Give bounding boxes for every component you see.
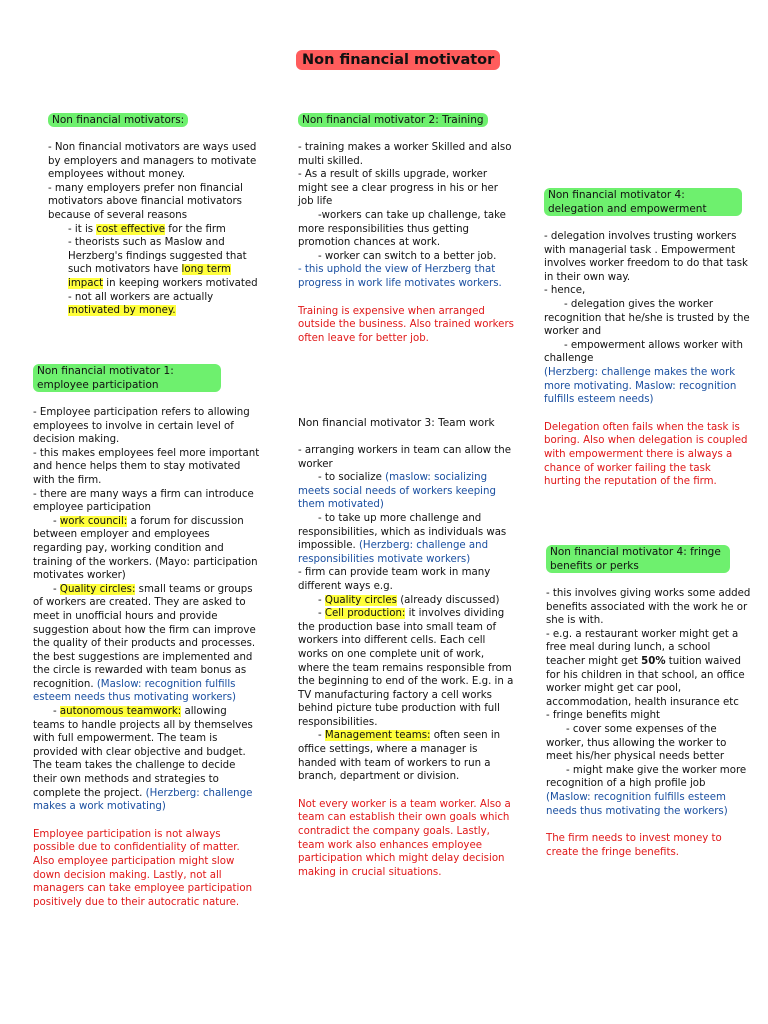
paragraph: - many employers prefer non financial motivators above financial motivators because of several reasons [48, 182, 243, 221]
autonomous-teamwork: - autonomous teamwork: allowing teams to handle projects all by themselves with full empowerment. The team is provided with clear objective and budget. The team takes the challenge to decide their own methods and strategies to complete the project. (Herzberg: challenge makes a work motivating) [33, 706, 253, 813]
section-heading: Non financial motivator 4: delegation and empowerment [544, 188, 742, 216]
quality-circles: - Quality circles: small teams or groups of workers are created. They are asked to meet in unofficial hours and provide suggestion about how the firm can improve the quality of their products and processes. the best suggestions are implemented and the circle is rewarded with team bonus as recognition. (Maslow: recognition fulfills esteem needs thus motivating workers) [33, 583, 256, 704]
limitation-note: The firm needs to invest money to create the fringe benefits. [546, 833, 722, 858]
limitation-note: Not every worker is a team worker. Also a team can establish their own goals which contradict the company goals. Lastly, team work also enhances employee participation which might delay decision making in crucial situations. [298, 798, 511, 878]
paragraph: - this makes employees feel more important and hence helps them to stay motivated with the firm. [33, 447, 260, 486]
paragraph: - delegation involves trusting workers with managerial task . Empowerment involves worker freedom to do that task in their own way. [544, 231, 748, 283]
challenge-point: - to take up more challenge and responsibilities, which as individuals was impossible. (Herzberg: challenge and responsibilities motivate workers) [298, 512, 507, 565]
paragraph: - training makes a worker Skilled and also multi skilled. [298, 142, 512, 167]
socialize-point: - to socialize (maslow: socializing meets social needs of workers keeping them motivated) [298, 472, 496, 511]
section-fringe-benefits [546, 545, 752, 859]
paragraph: - firm can provide team work in many different ways e.g. [298, 567, 491, 592]
limitation-note: Employee participation is not always possible due to confidentiality of matter. Also employee participation might slow down decision making. Lastly, not all managers can take employee participation positively due to their autocratic nature. [33, 828, 253, 908]
section-team-work [298, 416, 514, 879]
paragraph: -workers can take up challenge, take more responsibilities thus getting promotion chances at work. [298, 209, 506, 249]
paragraph: - fringe benefits might [546, 710, 661, 722]
paragraph: - this involves giving works some added benefits associated with the work he or she is with. [546, 588, 751, 627]
paragraph: - delegation gives the worker recognition that he/she is trusted by the worker and [544, 298, 750, 338]
page-title: Non financial motivator [296, 50, 500, 70]
paragraph: - Non financial motivators are ways used by employers and managers to motivate employees without money. [48, 142, 257, 181]
paragraph: - might make give the worker more recognition of a high profile job (Maslow: recognition fulfills esteem needs thus motivating the workers) [546, 764, 747, 817]
example-paragraph: - e.g. a restaurant worker might get a free meal during lunch, a school teacher might get 50% tuition waived for his children in that school, an office worker might get car pool, accommodation, health insurance etc [546, 628, 745, 708]
theory-note: - this uphold the view of Herzberg that progress in work life motivates workers. [298, 264, 502, 289]
quality-circles: - Quality circles (already discussed) [318, 594, 500, 606]
paragraph: - cover some expenses of the worker, thus allowing the worker to meet his/her physical needs better [546, 723, 727, 763]
limitation-note: Delegation often fails when the task is boring. Also when delegation is coupled with empowerment there is always a chance of worker failing the task hurting the reputation of the firm. [544, 421, 748, 488]
management-teams: - Management teams: often seen in office settings, where a manager is handed with team of workers to run a branch, department or division. [298, 730, 501, 783]
paragraph: - Employee participation refers to allowing employees to involve in certain level of decision making. [33, 407, 250, 446]
section-delegation [544, 188, 750, 489]
work-council: - work council: a forum for discussion between employer and employees regarding pay, working condition and training of the workers. (Mayo: participation motivates worker) [33, 515, 258, 582]
section-training [298, 113, 514, 345]
paragraph: - As a result of skills upgrade, worker might see a clear progress in his or her job life [298, 169, 498, 208]
section-heading: Non financial motivator 3: Team work [298, 417, 495, 429]
theory-note: (Herzberg: challenge makes the work more motivating. Maslow: recognition fulfills esteem needs) [544, 366, 737, 406]
section-heading: Non financial motivator 4: fringe benefits or perks [546, 545, 730, 573]
cell-production: - Cell production: it involves dividing the production base into small team of workers into different cells. Each cell works on one complete unit of work, where the team remains responsible from the beginning to end of the work. E.g. in a TV manufacturing factory a cell works behind picture tube production with full responsibilities. [298, 608, 514, 728]
reason-3: - not all workers are actually motivated by money. [68, 291, 214, 317]
limitation-note: Training is expensive when arranged outside the business. Also trained workers often leave for better job. [298, 305, 514, 344]
section-heading: Non financial motivator 2: Training [298, 113, 488, 127]
paragraph: - empowerment allows worker with challenge [544, 339, 743, 365]
paragraph: - worker can switch to a better job. [318, 250, 497, 262]
reason-2: - theorists such as Maslow and Herzberg's findings suggested that such motivators have long term impact in keeping workers motivated [68, 237, 258, 289]
section-heading: Non financial motivator 1: employee participation [33, 364, 221, 392]
paragraph: - there are many ways a firm can introduce employee participation [33, 488, 254, 514]
paragraph: - hence, [544, 285, 586, 297]
section-employee-participation [33, 364, 261, 909]
reason-1: - it is cost effective for the firm [68, 223, 226, 235]
paragraph: - arranging workers in team can allow the worker [298, 445, 511, 470]
section-heading: Non financial motivators: [48, 113, 188, 127]
section-intro [48, 113, 264, 318]
